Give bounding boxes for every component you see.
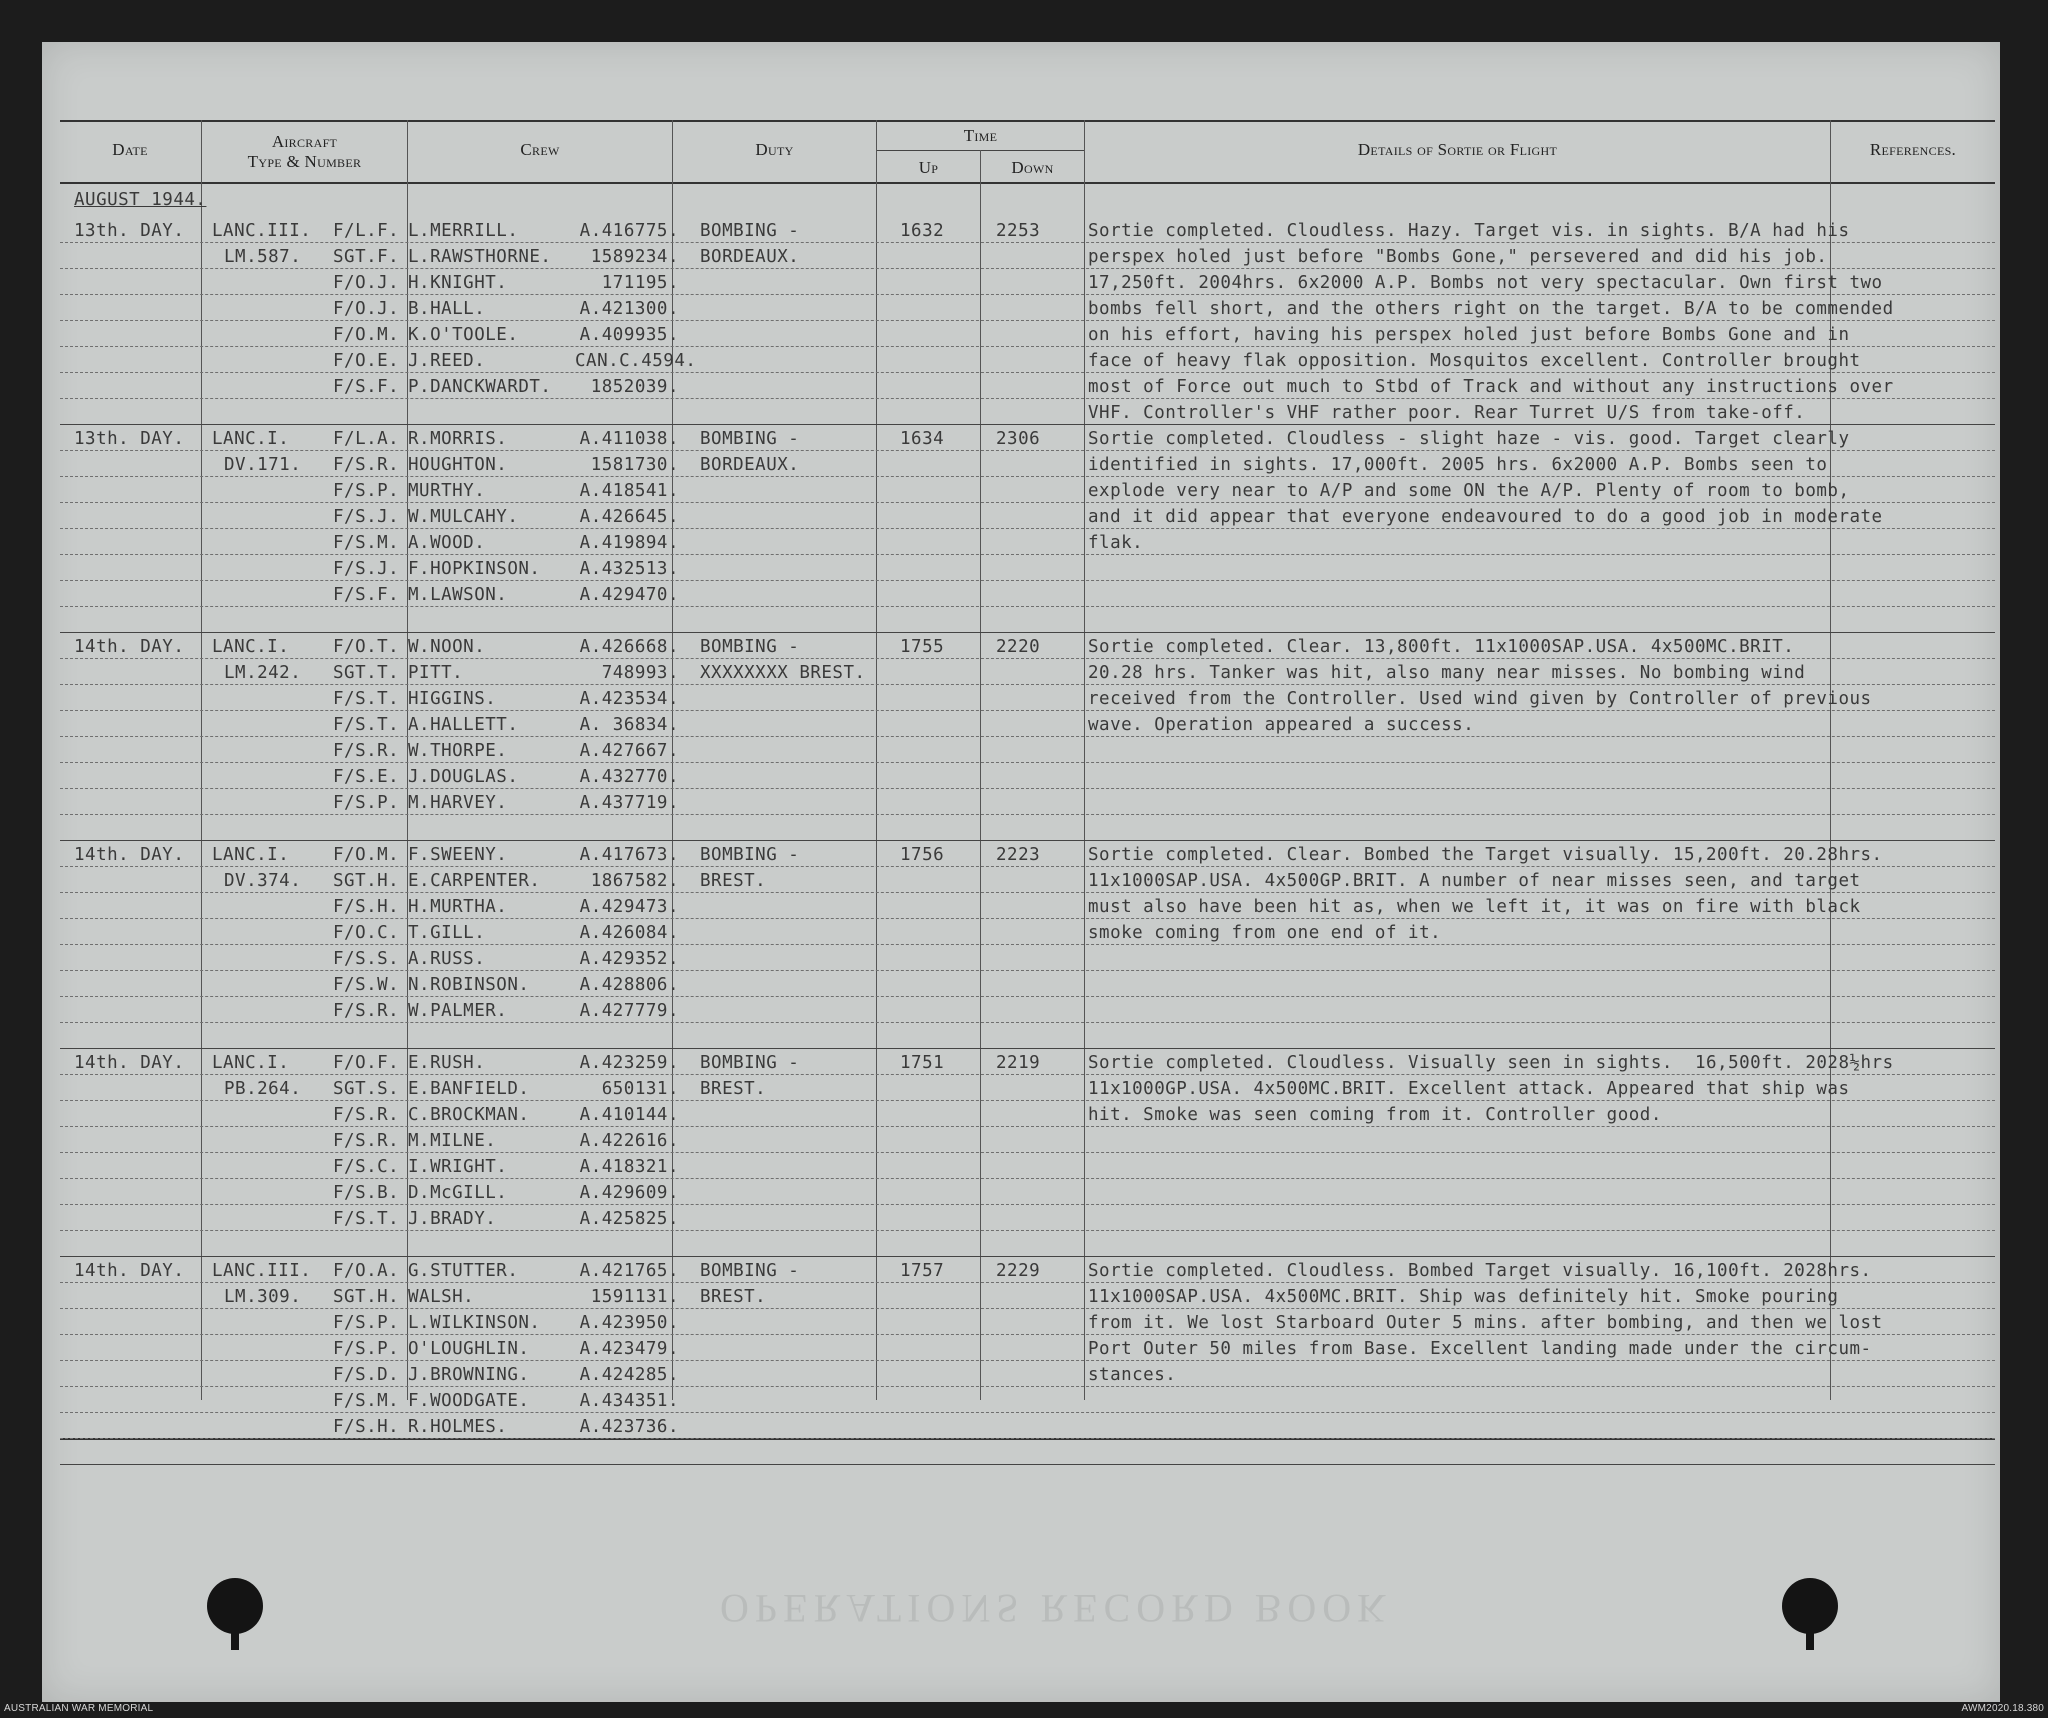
header-time: Time — [963, 126, 998, 145]
time-up: 1634 — [900, 429, 945, 449]
crew-name: L.WILKINSON. — [408, 1313, 541, 1333]
duty-line: BORDEAUX. — [700, 247, 800, 267]
sortie-detail-line: wave. Operation appeared a success. — [1088, 715, 1475, 735]
crew-name: L.MERRILL. — [408, 221, 519, 241]
time-up: 1751 — [900, 1053, 945, 1073]
bleed-through-text: OPERATIONS RECORD BOOK — [720, 1586, 1393, 1631]
crew-name: A.HALLETT. — [408, 715, 519, 735]
crew-name: A.WOOD. — [408, 533, 486, 553]
duty-line: XXXXXXXX BREST. — [700, 663, 866, 683]
crew-name: E.CARPENTER. — [408, 871, 541, 891]
crew-service-number: A.429470. — [579, 585, 679, 605]
crew-name: E.BANFIELD. — [408, 1079, 530, 1099]
header-aircraft — [202, 132, 407, 172]
sortie-detail-line: explode very near to A/P and some ON the A/P. Plenty of room to bomb, — [1088, 481, 1850, 501]
crew-rank: F/O.J. — [333, 299, 400, 319]
crew-name: L.RAWSTHORNE. — [408, 247, 552, 267]
crew-name: W.MULCAHY. — [408, 507, 519, 527]
crew-rank: SGT.S. — [333, 1079, 400, 1099]
crew-name: I.WRIGHT. — [408, 1157, 508, 1177]
crew-service-number: A.426645. — [579, 507, 679, 527]
sortie-detail-line: 17,250ft. 2004hrs. 6x2000 A.P. Bombs not very spectacular. Own first two — [1088, 273, 1883, 293]
aircraft-id: LM.242. — [224, 663, 302, 683]
header-top-rule — [60, 120, 1995, 122]
crew-rank: F/S.F. — [333, 377, 400, 397]
crew-service-number: A.423534. — [579, 689, 679, 709]
aircraft-id: DV.374. — [224, 871, 302, 891]
crew-service-number: A.411038. — [579, 429, 679, 449]
duty-line: BOMBING - — [700, 845, 800, 865]
crew-name: HOUGHTON. — [408, 455, 508, 475]
crew-rank: SGT.H. — [333, 871, 400, 891]
crew-name: N.ROBINSON. — [408, 975, 530, 995]
crew-rank: F/O.M. — [333, 845, 400, 865]
binder-hole-left — [207, 1578, 263, 1634]
crew-service-number: A.423950. — [579, 1313, 679, 1333]
time-up: 1632 — [900, 221, 945, 241]
crew-service-number: 1589234. — [590, 247, 679, 267]
crew-name: K.O'TOOLE. — [408, 325, 519, 345]
duty-line: BREST. — [700, 871, 767, 891]
time-down: 2220 — [996, 637, 1041, 657]
header-aircraft-line2: Type & Number — [247, 152, 362, 171]
crew-service-number: A.423736. — [579, 1417, 679, 1437]
sortie-detail-line: most of Force out much to Stbd of Track and without any instructions over — [1088, 377, 1894, 397]
ruled-line — [60, 1464, 1995, 1465]
col-rule-duty — [876, 120, 877, 1400]
sortie-detail-line: identified in sights. 17,000ft. 2005 hrs. 6x2000 A.P. Bombs seen to — [1088, 455, 1828, 475]
sortie-detail-line: smoke coming from one end of it. — [1088, 923, 1442, 943]
crew-name: PITT. — [408, 663, 464, 683]
crew-rank: F/S.M. — [333, 1391, 400, 1411]
sortie-date: 14th. DAY. — [74, 1261, 185, 1281]
crew-name: W.NOON. — [408, 637, 486, 657]
crew-service-number: 171195. — [601, 273, 679, 293]
crew-rank: F/S.T. — [333, 689, 400, 709]
footer-right: AWM2020.18.380 — [1961, 1703, 2044, 1714]
crew-rank: SGT.F. — [333, 247, 400, 267]
duty-line: BREST. — [700, 1079, 767, 1099]
time-down: 2219 — [996, 1053, 1041, 1073]
ruled-line — [60, 1048, 1995, 1049]
time-down: 2223 — [996, 845, 1041, 865]
crew-service-number: A.426668. — [579, 637, 679, 657]
duty-line: BORDEAUX. — [700, 455, 800, 475]
col-rule-down — [1084, 120, 1085, 1400]
crew-rank: F/S.W. — [333, 975, 400, 995]
crew-service-number: A. 36834. — [579, 715, 679, 735]
crew-name: M.HARVEY. — [408, 793, 508, 813]
crew-rank: F/S.R. — [333, 1131, 400, 1151]
crew-service-number: A.421300. — [579, 299, 679, 319]
time-down: 2229 — [996, 1261, 1041, 1281]
sortie-detail-line: 11x1000SAP.USA. 4x500MC.BRIT. Ship was definitely hit. Smoke pouring — [1088, 1287, 1839, 1307]
sortie-detail-line: hit. Smoke was seen coming from it. Controller good. — [1088, 1105, 1662, 1125]
crew-rank: F/S.F. — [333, 585, 400, 605]
ruled-line — [60, 632, 1995, 633]
crew-service-number: A.432513. — [579, 559, 679, 579]
crew-name: A.RUSS. — [408, 949, 486, 969]
crew-name: G.STUTTER. — [408, 1261, 519, 1281]
crew-rank: F/S.H. — [333, 1417, 400, 1437]
crew-name: H.KNIGHT. — [408, 273, 508, 293]
header-bottom-rule — [60, 182, 1995, 184]
crew-service-number: 1867582. — [590, 871, 679, 891]
crew-name: P.DANCKWARDT. — [408, 377, 552, 397]
crew-service-number: A.432770. — [579, 767, 679, 787]
crew-name: C.BROCKMAN. — [408, 1105, 530, 1125]
aircraft-id: LANC.I. — [212, 429, 290, 449]
crew-name: O'LOUGHLIN. — [408, 1339, 530, 1359]
crew-rank: F/S.J. — [333, 559, 400, 579]
crew-rank: F/O.T. — [333, 637, 400, 657]
aircraft-id: LANC.III. — [212, 1261, 312, 1281]
sortie-date: 14th. DAY. — [74, 1053, 185, 1073]
crew-service-number: A.424285. — [579, 1365, 679, 1385]
col-rule-up — [980, 150, 981, 1400]
aircraft-id: LM.309. — [224, 1287, 302, 1307]
crew-name: T.GILL. — [408, 923, 486, 943]
crew-rank: F/S.D. — [333, 1365, 400, 1385]
crew-name: HIGGINS. — [408, 689, 497, 709]
sortie-detail-line: Sortie completed. Cloudless - slight haze - vis. good. Target clearly — [1088, 429, 1850, 449]
crew-service-number: A.425825. — [579, 1209, 679, 1229]
crew-name: E.RUSH. — [408, 1053, 486, 1073]
crew-service-number: A.423259. — [579, 1053, 679, 1073]
crew-rank: F/S.T. — [333, 715, 400, 735]
crew-name: W.PALMER. — [408, 1001, 508, 1021]
crew-service-number: A.417673. — [579, 845, 679, 865]
header-down: Down — [1011, 158, 1054, 177]
sortie-detail-line: flak. — [1088, 533, 1144, 553]
crew-service-number: A.418541. — [579, 481, 679, 501]
crew-service-number: 1852039. — [590, 377, 679, 397]
crew-service-number: A.416775. — [579, 221, 679, 241]
crew-service-number: A.421765. — [579, 1261, 679, 1281]
crew-name: M.LAWSON. — [408, 585, 508, 605]
crew-service-number: A.427779. — [579, 1001, 679, 1021]
crew-rank: F/S.P. — [333, 793, 400, 813]
crew-service-number: A.410144. — [579, 1105, 679, 1125]
header-date: Date — [112, 140, 148, 159]
crew-rank: F/S.R. — [333, 741, 400, 761]
crew-name: H.MURTHA. — [408, 897, 508, 917]
aircraft-id: LANC.I. — [212, 845, 290, 865]
sortie-detail-line: 11x1000GP.USA. 4x500MC.BRIT. Excellent attack. Appeared that ship was — [1088, 1079, 1850, 1099]
duty-line: BOMBING - — [700, 429, 800, 449]
header-aircraft-line1: Aircraft — [271, 132, 338, 151]
crew-rank: F/S.S. — [333, 949, 400, 969]
crew-service-number: 1581730. — [590, 455, 679, 475]
header-details: Details of Sortie or Flight — [1357, 140, 1558, 159]
ruled-line — [60, 840, 1995, 841]
crew-name: WALSH. — [408, 1287, 475, 1307]
crew-rank: F/O.E. — [333, 351, 400, 371]
sortie-detail-line: VHF. Controller's VHF rather poor. Rear Turret U/S from take-off. — [1088, 403, 1806, 423]
crew-rank: F/O.J. — [333, 273, 400, 293]
crew-name: J.REED. — [408, 351, 486, 371]
footer-left: AUSTRALIAN WAR MEMORIAL — [4, 1703, 154, 1714]
time-up: 1757 — [900, 1261, 945, 1281]
header-references: References. — [1869, 140, 1957, 159]
header-crew: Crew — [520, 140, 560, 159]
crew-rank: F/L.F. — [333, 221, 400, 241]
crew-name: B.HALL. — [408, 299, 486, 319]
ruled-line — [60, 1256, 1995, 1257]
sortie-detail-line: Sortie completed. Cloudless. Bombed Target visually. 16,100ft. 2028hrs. — [1088, 1261, 1872, 1281]
crew-rank: F/S.R. — [333, 1105, 400, 1125]
crew-name: F.WOODGATE. — [408, 1391, 530, 1411]
sortie-detail-line: Sortie completed. Cloudless. Visually seen in sights. 16,500ft. 2028½hrs — [1088, 1053, 1894, 1073]
crew-rank: F/O.F. — [333, 1053, 400, 1073]
sortie-detail-line: Sortie completed. Cloudless. Hazy. Target vis. in sights. B/A had his — [1088, 221, 1850, 241]
duty-line: BOMBING - — [700, 221, 800, 241]
aircraft-id: LANC.III. — [212, 221, 312, 241]
crew-name: MURTHY. — [408, 481, 486, 501]
sortie-date: 13th. DAY. — [74, 429, 185, 449]
sortie-detail-line: must also have been hit as, when we left it, it was on fire with black — [1088, 897, 1861, 917]
sortie-detail-line: Port Outer 50 miles from Base. Excellent landing made under the circum- — [1088, 1339, 1872, 1359]
month-label: AUGUST 1944. — [74, 190, 207, 210]
sortie-detail-line: face of heavy flak opposition. Mosquitos excellent. Controller brought — [1088, 351, 1861, 371]
crew-rank: F/S.B. — [333, 1183, 400, 1203]
crew-rank: F/O.M. — [333, 325, 400, 345]
duty-line: BOMBING - — [700, 1261, 800, 1281]
sortie-detail-line: stances. — [1088, 1365, 1177, 1385]
sortie-detail-line: and it did appear that everyone endeavoured to do a good job in moderate — [1088, 507, 1883, 527]
crew-rank: F/S.P. — [333, 1339, 400, 1359]
crew-rank: F/S.J. — [333, 507, 400, 527]
sortie-detail-line: on his effort, having his perspex holed just before Bombs Gone and in — [1088, 325, 1850, 345]
crew-service-number: A.428806. — [579, 975, 679, 995]
aircraft-id: LM.587. — [224, 247, 302, 267]
sortie-detail-line: Sortie completed. Clear. Bombed the Target visually. 15,200ft. 20.28hrs. — [1088, 845, 1883, 865]
time-up: 1755 — [900, 637, 945, 657]
sortie-detail-line: perspex holed just before "Bombs Gone," persevered and did his job. — [1088, 247, 1828, 267]
crew-rank: F/S.E. — [333, 767, 400, 787]
sortie-detail-line: bombs fell short, and the others right on the target. B/A to be commended — [1088, 299, 1894, 319]
aircraft-id: PB.264. — [224, 1079, 302, 1099]
header-up: Up — [918, 158, 939, 177]
crew-rank: F/S.P. — [333, 481, 400, 501]
crew-name: D.McGILL. — [408, 1183, 508, 1203]
crew-rank: F/S.P. — [333, 1313, 400, 1333]
binder-hole-right — [1782, 1578, 1838, 1634]
crew-service-number: A.429352. — [579, 949, 679, 969]
aircraft-id: DV.171. — [224, 455, 302, 475]
crew-rank: SGT.H. — [333, 1287, 400, 1307]
crew-name: R.HOLMES. — [408, 1417, 508, 1437]
crew-rank: F/O.A. — [333, 1261, 400, 1281]
time-up: 1756 — [900, 845, 945, 865]
crew-rank: F/S.R. — [333, 455, 400, 475]
crew-rank: F/S.T. — [333, 1209, 400, 1229]
sortie-detail-line: Sortie completed. Clear. 13,800ft. 11x1000SAP.USA. 4x500MC.BRIT. — [1088, 637, 1795, 657]
crew-rank: F/S.H. — [333, 897, 400, 917]
crew-service-number: A.423479. — [579, 1339, 679, 1359]
crew-service-number: A.422616. — [579, 1131, 679, 1151]
crew-rank: F/S.C. — [333, 1157, 400, 1177]
crew-service-number: A.427667. — [579, 741, 679, 761]
crew-service-number: A.419894. — [579, 533, 679, 553]
crew-service-number: A.437719. — [579, 793, 679, 813]
crew-name: J.BROWNING. — [408, 1365, 530, 1385]
crew-rank: F/S.R. — [333, 1001, 400, 1021]
sortie-detail-line: 11x1000SAP.USA. 4x500GP.BRIT. A number of near misses seen, and target — [1088, 871, 1861, 891]
sortie-date: 14th. DAY. — [74, 845, 185, 865]
time-down: 2306 — [996, 429, 1041, 449]
crew-rank: SGT.T. — [333, 663, 400, 683]
sortie-detail-line: received from the Controller. Used wind given by Controller of previous — [1088, 689, 1872, 709]
crew-service-number: CAN.C.4594. — [575, 351, 697, 371]
duty-line: BOMBING - — [700, 1053, 800, 1073]
duty-line: BOMBING - — [700, 637, 800, 657]
duty-line: BREST. — [700, 1287, 767, 1307]
sortie-detail-line: 20.28 hrs. Tanker was hit, also many near misses. No bombing wind — [1088, 663, 1806, 683]
crew-service-number: A.429473. — [579, 897, 679, 917]
crew-name: W.THORPE. — [408, 741, 508, 761]
crew-service-number: A.409935. — [579, 325, 679, 345]
crew-name: F.HOPKINSON. — [408, 559, 541, 579]
crew-service-number: A.429609. — [579, 1183, 679, 1203]
header-duty: Duty — [755, 140, 794, 159]
sortie-date: 13th. DAY. — [74, 221, 185, 241]
crew-name: J.DOUGLAS. — [408, 767, 519, 787]
time-down: 2253 — [996, 221, 1041, 241]
col-rule-date — [201, 120, 202, 1400]
crew-name: F.SWEENY. — [408, 845, 508, 865]
crew-service-number: 650131. — [601, 1079, 679, 1099]
aircraft-id: LANC.I. — [212, 637, 290, 657]
crew-service-number: 1591131. — [590, 1287, 679, 1307]
crew-rank: F/L.A. — [333, 429, 400, 449]
crew-rank: F/S.M. — [333, 533, 400, 553]
crew-service-number: A.426084. — [579, 923, 679, 943]
crew-name: J.BRADY. — [408, 1209, 497, 1229]
crew-service-number: A.434351. — [579, 1391, 679, 1411]
crew-service-number: A.418321. — [579, 1157, 679, 1177]
crew-rank: F/O.C. — [333, 923, 400, 943]
sortie-date: 14th. DAY. — [74, 637, 185, 657]
crew-name: M.MILNE. — [408, 1131, 497, 1151]
aircraft-id: LANC.I. — [212, 1053, 290, 1073]
crew-name: R.MORRIS. — [408, 429, 508, 449]
crew-service-number: 748993. — [601, 663, 679, 683]
sortie-detail-line: from it. We lost Starboard Outer 5 mins. after bombing, and then we lost — [1088, 1313, 1883, 1333]
